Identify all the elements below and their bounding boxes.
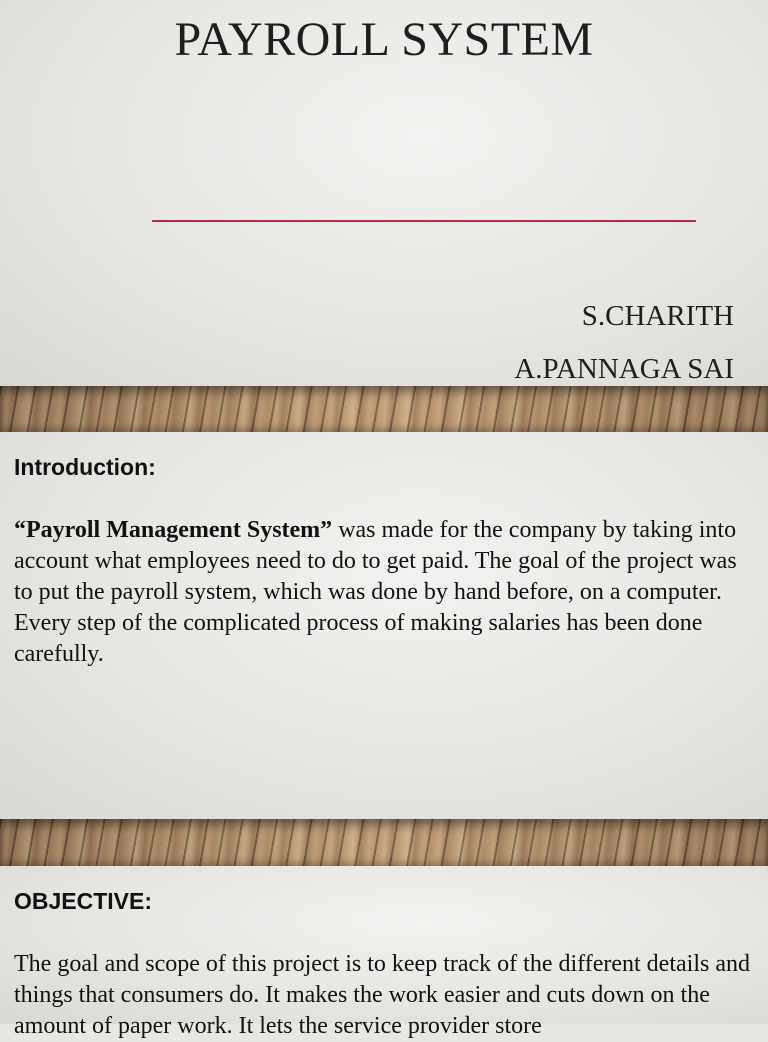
title-slide bbox=[0, 0, 768, 388]
title-divider bbox=[152, 220, 696, 222]
section-body bbox=[14, 515, 754, 670]
author-name: S.CHARITH bbox=[581, 300, 734, 332]
slide-title: PAYROLL SYSTEM bbox=[174, 13, 594, 66]
section-heading: Introduction: bbox=[14, 454, 156, 480]
body-emphasis: “Payroll Management System” bbox=[14, 517, 333, 543]
wood-floor-decoration bbox=[0, 386, 768, 432]
author-name: A.PANNAGA SAI bbox=[514, 353, 734, 385]
section-body: The goal and scope of this project is to keep track of the different details and things that consumers do. It makes the work easier and cuts down on the amount of paper work. It lets the service provider store bbox=[14, 951, 750, 1039]
objective-slide bbox=[0, 866, 768, 1039]
section-heading: OBJECTIVE: bbox=[14, 888, 153, 914]
wood-floor-decoration bbox=[0, 819, 768, 866]
body-text: was made for the company by taking into account what employees need to do to get paid. The goal of the project was to put the payroll system, which was done by hand before, on a computer. Every step of the complicated process of making salaries has been done carefully. bbox=[14, 517, 737, 667]
introduction-slide bbox=[0, 432, 768, 820]
